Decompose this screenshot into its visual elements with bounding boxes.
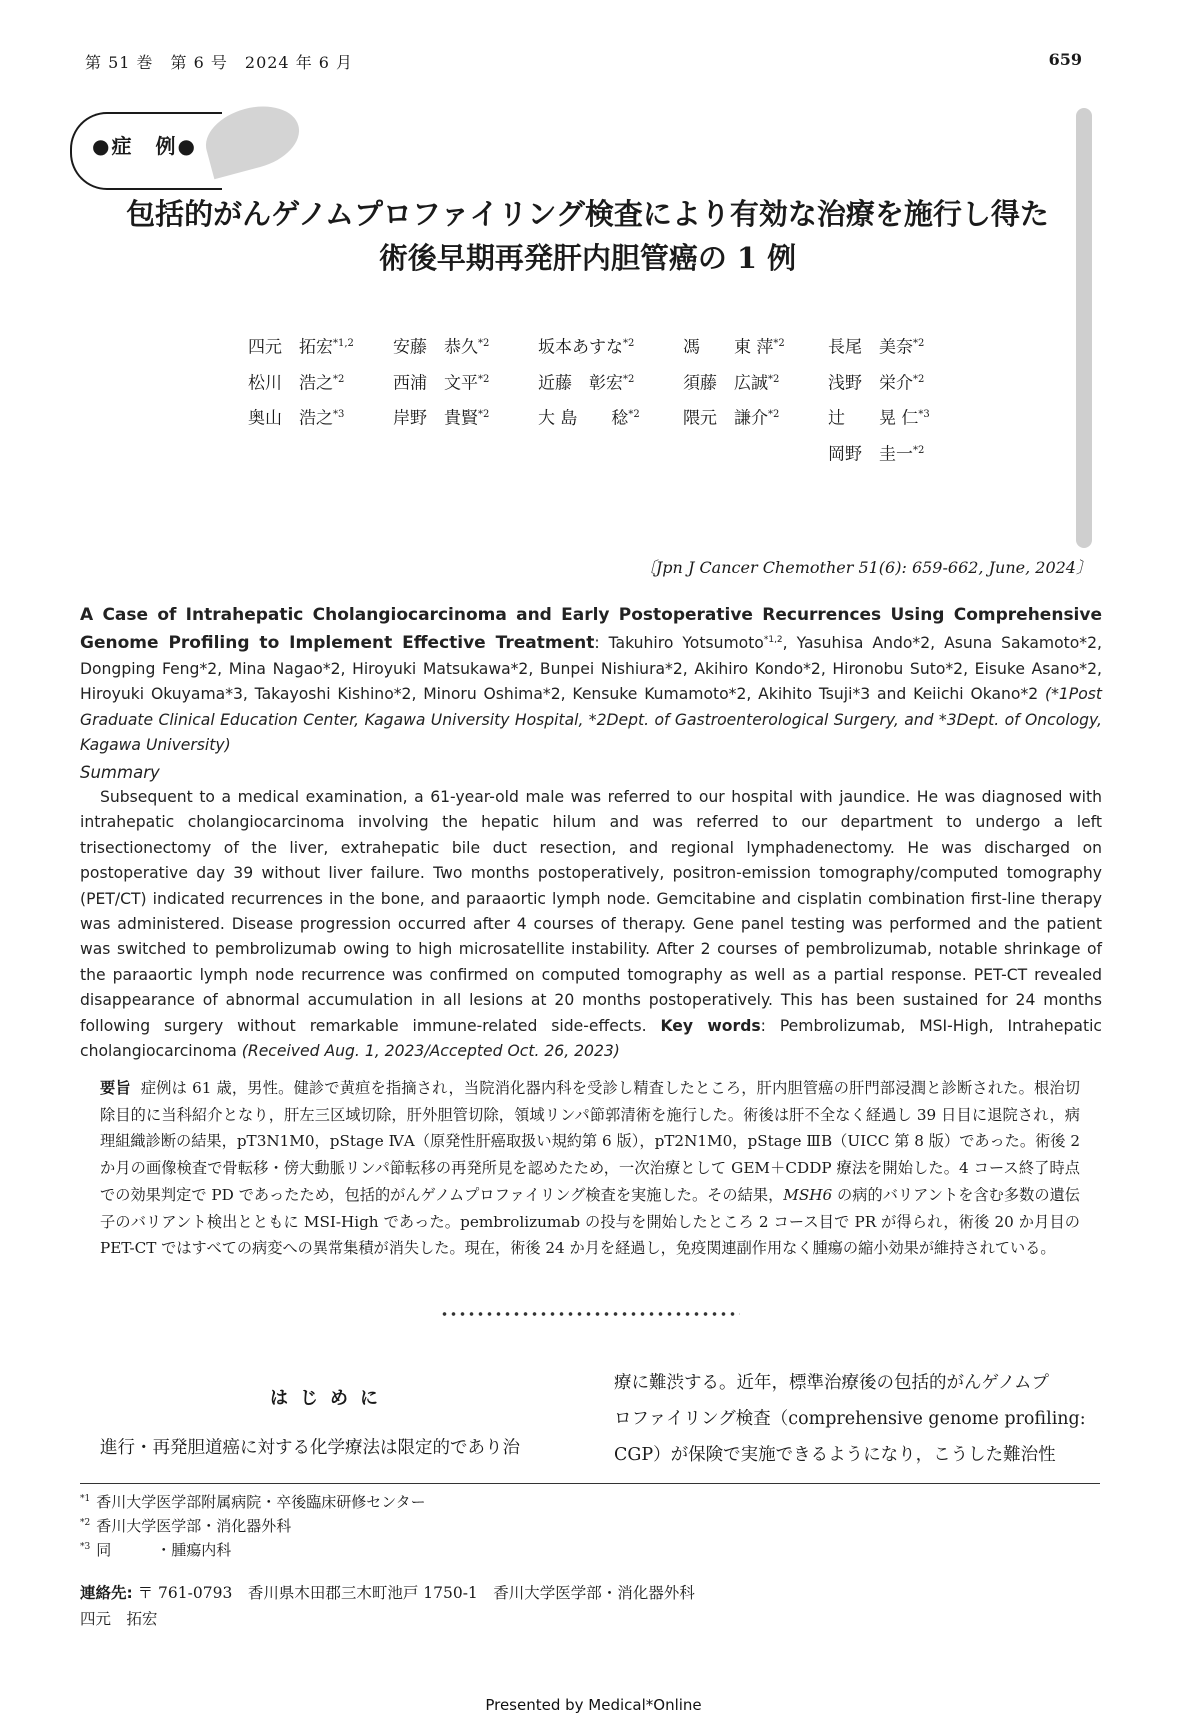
article-title-line1: 包括的がんゲノムプロファイリング検査により有効な治療を施行し得た <box>126 197 1049 231</box>
intro-right-column: 療に難渋する。近年，標準治療後の包括的がんゲノムプ ロファイリング検査（comprehensive genome profiling: CGP）が保険で実施できるようになり，こうした難治性 <box>614 1373 1086 1465</box>
summary-heading: Summary <box>80 762 160 782</box>
english-affiliation: (*1Post Graduate Clinical Education Center, Kagawa University Hospital, *2Dept. of Gastroenterological Surgery, and *3Dept. of Oncology, Kagawa University) <box>80 685 1102 755</box>
author: 四元 拓宏$^{*1,2}$ <box>248 337 354 358</box>
author: 岸野 貴賢$^{*2}$ <box>393 408 490 429</box>
author: 長尾 美奈$^{*2}$ <box>828 337 925 358</box>
author: 大 島 稔$^{*2}$ <box>538 408 640 429</box>
author-empty <box>538 437 683 469</box>
author: 奥山 浩之$^{*3}$ <box>248 408 345 429</box>
author: 馮 東 萍$^{*2}$ <box>683 337 785 358</box>
side-decoration-bar <box>1076 108 1092 548</box>
affiliation-2: $^{*2}$ 香川大学医学部・消化器外科 <box>80 1517 292 1535</box>
contact-info <box>80 1580 695 1632</box>
footnote-divider <box>80 1483 1100 1484</box>
category-label: ●症 例● <box>92 134 197 158</box>
keywords: : Pembrolizumab, MSI-High, Intrahepatic cholangiocarcinoma <box>80 1016 1102 1061</box>
article-title-line2: 術後早期再発肝内胆管癌の 1 例 <box>378 241 797 275</box>
keywords-label: Key words <box>660 1016 761 1035</box>
english-authors-prefix: : Takuhiro Yotsumoto <box>594 634 764 653</box>
author-empty <box>683 437 828 469</box>
author: 西浦 文平$^{*2}$ <box>393 373 490 394</box>
author: 隈元 謙介$^{*2}$ <box>683 408 780 429</box>
citation: 〔Jpn J Cancer Chemother 51(6): 659-662, June, 2024〕 <box>639 558 1092 577</box>
author: 浅野 栄介$^{*2}$ <box>828 373 925 394</box>
contact-name: 四元 拓宏 <box>80 1610 158 1628</box>
affiliation-1: $^{*1}$ 香川大学医学部附属病院・卒後臨床研修センター <box>80 1493 426 1511</box>
page-number: 659 <box>1048 50 1082 69</box>
author-list <box>248 330 973 469</box>
english-abstract: A Case of Intrahepatic Cholangiocarcinoma and Early Postoperative Recurrences Using Comprehensive Genome Profiling to Implement Effective Treatment: Takuhiro Yotsumoto$^{*1,2}$, Yasuhisa Ando*2, Asuna Sakamoto*2, Dongping Feng*2, Mina Nagao*2, Hiroyuki Matsukawa*2, Bunpei Nishiura*2, Akihiro Kondo*2, Hironobu Suto*2, Eisuke Asano*2, Hiroyuki Okuyama*3, Takayoshi Kishino*2, Minoru Oshima*2, Kensuke Kumamoto*2, Akihito Tsuji*3 and Keiichi Okano*2 (*1Post Graduate Clinical Education Center, Kagawa University Hospital, *2Dept. of Gastroenterological Surgery, and *3Dept. of Oncology, Kagawa University) Summary Subsequent to a medical examination, a 61-year-old male was referred to our hospital with jaundice. He was diagnosed with intrahepatic cholangiocarcinoma involving the hepatic hilum and was referred to our department to undergo a left trisectionectomy of the liver, extrahepatic bile duct resection, and regional lymphadenectomy. He was discharged on postoperative day 39 without liver failure. Two months postoperatively, positron-emission tomography/computed tomography (PET/CT) indicated recurrences in the bone, and paraaortic lymph node. Gemcitabine and cisplatin combination first-line therapy was administered. Disease progression occurred after 4 courses of therapy. Gene panel testing was performed and the patient was switched to pembrolizumab owing to high microsatellite instability. After 2 courses of pembrolizumab, notable shrinkage of the paraaortic lymph node recurrence was confirmed on computed tomography as well as a partial response. PET-CT revealed disappearance of abnormal accumulation in all lesions at 20 months postoperatively. This has been sustained for 24 months following surgery without remarkable immune-related side-effects. Key words: Pembrolizumab, MSI-High, Intrahepatic cholangiocarcinoma (Received Aug. 1, 2023/Accepted Oct. 26, 2023) <box>80 603 1102 1065</box>
author: 近藤 彰宏$^{*2}$ <box>538 373 635 394</box>
contact-label: 連絡先: <box>80 1584 133 1602</box>
author: 松川 浩之$^{*2}$ <box>248 373 345 394</box>
intro-heading: はじめに <box>270 1388 390 1409</box>
received-dates: (Received Aug. 1, 2023/Accepted Oct. 26, 2023) <box>241 1042 620 1061</box>
author-empty <box>393 437 538 469</box>
english-authors: , Yasuhisa Ando*2, Asuna Sakamoto*2, Dongping Feng*2, Mina Nagao*2, Hiroyuki Matsukawa*2, Bunpei Nishiura*2, Akihiro Kondo*2, Hironobu Suto*2, Eisuke Asano*2, Hiroyuki Okuyama*3, Takayoshi Kishino*2, Minoru Oshima*2, Kensuke Kumamoto*2, Akihito Tsuji*3 and Keiichi Okano*2 <box>80 634 1102 704</box>
japanese-summary: 要旨 症例は 61 歳，男性。健診で黄疸を指摘され，当院消化器内科を受診し精査したところ，肝内胆管癌の肝門部浸潤と診断された。根治切除目的に当科紹介となり，肝左三区域切除，肝外胆管切除，領域リンパ節郭清術を施行した。術後は肝不全なく経過し 39 日目に退院され，病理組織診断の結果，pT3N1M0，pStage ⅣA（原発性肝癌取扱い規約第 6 版），pT2N1M0，pStage ⅢB（UICC 第 8 版）であった。術後 2 か月の画像検査で骨転移・傍大動脈リンパ節転移の再発所見を認めたため，一次治療として GEM＋CDDP 療法を開始した。4 コース終了時点での効果判定で PD であったため，包括的がんゲノムプロファイリング検査を実施した。その結果，MSH6 の病的バリアントを含む多数の遺伝子のバリアント検出とともに MSI-High であった。pembrolizumab の投与を開始したところ 2 コース目で PR が得られ，術後 20 か月目の PET-CT ではすべての病変への異常集積が消失した。現在，術後 24 か月を経過し，免疫関連副作用なく腫瘍の縮小効果が維持されている。 <box>100 1079 1080 1258</box>
summary-body: Subsequent to a medical examination, a 61-year-old male was referred to our hospital with jaundice. He was diagnosed with intrahepatic cholangiocarcinoma involving the hepatic hilum and was referred to our department to undergo a left trisectionectomy of the liver, extrahepatic bile duct resection, and regional lymphadenectomy. He was discharged on postoperative day 39 without liver failure. Two months postoperatively, positron-emission tomography/computed tomography (PET/CT) indicated recurrences in the bone, and paraaortic lymph node. Gemcitabine and cisplatin combination first-line therapy was administered. Disease progression occurred after 4 courses of therapy. Gene panel testing was performed and the patient was switched to pembrolizumab owing to high microsatellite instability. After 2 courses of pembrolizumab, notable shrinkage of the paraaortic lymph node recurrence was confirmed on computed tomography as well as a partial response. PET-CT revealed disappearance of abnormal accumulation in all lesions at 20 months postoperatively. This has been sustained for 24 months following surgery without remarkable immune-related side-effects. Key words: Pembrolizumab, MSI-High, Intrahepatic cholangiocarcinoma (Received Aug. 1, 2023/Accepted Oct. 26, 2023) <box>80 788 1102 1061</box>
author: 岡野 圭一$^{*2}$ <box>828 444 925 465</box>
contact-address: 〒 761-0793 香川県木田郡三木町池戸 1750-1 香川大学医学部・消化器外科 <box>132 1584 695 1602</box>
english-title: A Case of Intrahepatic Cholangiocarcinoma and Early Postoperative Recurrences Using Comprehensive Genome Profiling to Implement Effective Treatment <box>80 605 1102 654</box>
affiliation-3: $^{*3}$ 同 ・腫瘍内科 <box>80 1541 232 1559</box>
author: 坂本あすな$^{*2}$ <box>538 337 635 358</box>
section-ornament <box>440 1310 740 1318</box>
gene-name: MSH6 <box>783 1185 833 1204</box>
japanese-summary-label: 要旨 <box>100 1079 131 1097</box>
author: 安藤 恭久$^{*2}$ <box>393 337 490 358</box>
footer-credit: Presented by Medical*Online <box>485 1696 702 1714</box>
journal-issue: 第 51 巻 第 6 号 2024 年 6 月 <box>85 53 354 72</box>
intro-left-column: 進行・再発胆道癌に対する化学療法は限定的であり治 <box>100 1438 520 1458</box>
author-empty <box>248 437 393 469</box>
author: 須藤 広誠$^{*2}$ <box>683 373 780 394</box>
author: 辻 晃 仁$^{*3}$ <box>828 408 930 429</box>
